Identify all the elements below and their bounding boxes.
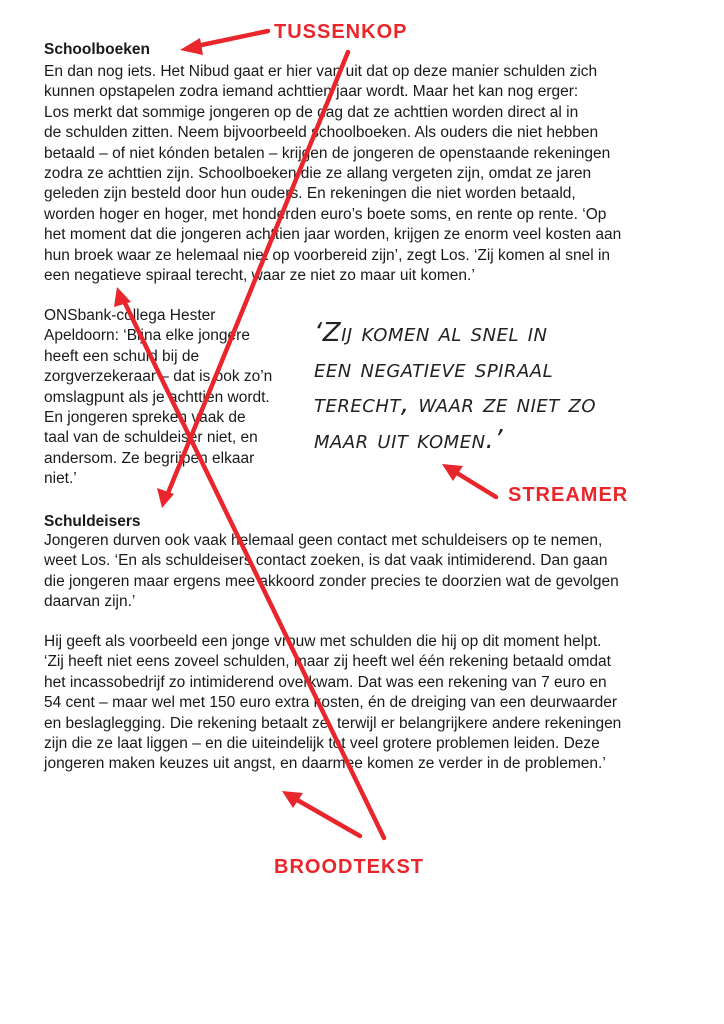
text-line: zorgverzekeraar – dat is ook zo’n (44, 368, 273, 386)
text-line: jongeren maken keuzes uit angst, en daarmee komen ze verder in de problemen.’ (44, 755, 606, 773)
quote-hester-apeldoorn (44, 306, 272, 490)
text-line: betaald – of niet kónden betalen – krijgen de jongeren de openstaande rekeningen (44, 144, 611, 162)
streamer-quote (314, 316, 596, 458)
arrowhead-streamer (442, 464, 463, 481)
arrow-broodtekst-left (292, 797, 360, 836)
arrow-streamer (452, 470, 496, 497)
arrowhead-diagonal-down (157, 488, 174, 508)
text-line: weet Los. ‘En als schuldeisers contact zoeken, is dat vaak intimiderend. Dan gaan (44, 552, 608, 570)
streamer-line: een negatieve spiraal (314, 353, 554, 384)
text-line: het incassobedrijf zo intimiderend overkwam. Dat was een rekening van 7 euro en (44, 673, 607, 691)
arrowhead-broodtekst (282, 791, 303, 808)
text-line: omslagpunt als je achttien wordt. (44, 388, 270, 406)
text-line: en beslaglegging. Die rekening betaalt ze, terwijl er belangrijkere andere rekeningen (44, 714, 622, 732)
text-line: Los merkt dat sommige jongeren op de dag dat ze achttien worden direct al in (44, 103, 579, 121)
text-line: niet.’ (44, 470, 77, 488)
text-line: die jongeren maar ergens mee akkoord zonder precies te doorzien wat de gevolgen (44, 572, 619, 590)
text-line: geleden zijn besteld door hun ouders. En rekeningen die niet worden betaald, (44, 185, 576, 203)
label-tussenkop: TUSSENKOP (274, 21, 408, 43)
text-line: En dan nog iets. Het Nibud gaat er hier van uit dat op deze manier schulden zich (44, 63, 598, 80)
paragraph-schuldeisers-1 (44, 531, 619, 613)
text-line: kunnen opstapelen zodra iemand achttien jaar wordt. Maar het kan nog erger: (44, 83, 579, 101)
text-line: het moment dat die jongeren achttien jaar worden, krijgen ze enorm veel kosten aan (44, 226, 622, 244)
text-line: zijn die ze laat liggen – en die uiteindelijk tot veel grotere problemen leiden. Deze (44, 735, 600, 753)
text-line: Jongeren durven ook vaak helemaal geen contact met schuldeisers op te nemen, (44, 532, 603, 549)
streamer-line: ‘Zij komen al snel in (314, 318, 548, 348)
streamer-line: terecht, waar ze niet zo (314, 389, 597, 419)
text-line: En jongeren spreken vaak de (44, 409, 246, 427)
text-line: een negatieve spiraal terecht, waar ze niet zo maar uit komen.’ (44, 267, 475, 285)
text-line: zodra ze achttien zijn. Schoolboeken die ze allang vergeten zijn, omdat ze jaren (44, 165, 592, 183)
text-line: worden hoger en hoger, met honderden euro’s boete soms, en rente op rente. ‘Op (44, 205, 607, 223)
streamer-line: maar uit komen.’ (314, 424, 504, 455)
text-line: taal van de schuldeiser niet, en (44, 429, 258, 447)
text-line: ONSbank-collega Hester (44, 307, 216, 324)
text-line: 54 cent – maar wel met 150 euro extra kosten, én de dreiging van een deurwaarder (44, 694, 617, 712)
text-line: Hij geeft als voorbeeld een jonge vrouw met schulden die hij op dit moment helpt. (44, 633, 602, 650)
label-streamer: STREAMER (508, 484, 629, 506)
text-line: hun broek waar ze helemaal niet op voorbereid zijn’, zegt Los. ‘Zij komen al snel in (44, 246, 611, 264)
text-line: andersom. Ze begrijpen elkaar (44, 449, 255, 467)
heading-schoolboeken: Schoolboeken (44, 41, 150, 58)
text-line: daarvan zijn.’ (44, 593, 136, 611)
text-line: Apeldoorn: ‘Bijna elke jongere (44, 327, 250, 345)
paragraph-schoolboeken (44, 62, 621, 286)
text-line: ‘Zij heeft niet eens zoveel schulden, maar zij heeft wel één rekening betaald omdat (44, 653, 611, 671)
arrowhead-diagonal-up (114, 287, 131, 307)
heading-schuldeisers: Schuldeisers (44, 513, 141, 530)
text-line: de schulden zitten. Neem bijvoorbeeld schoolboeken. Als ouders die niet hebben (44, 124, 599, 142)
text-line: heeft een schuld bij de (44, 347, 200, 365)
label-broodtekst: BROODTEKST (274, 856, 424, 878)
arrowhead-tussenkop (180, 38, 203, 55)
paragraph-schuldeisers-2 (44, 632, 621, 775)
arrow-tussenkop (192, 31, 268, 47)
